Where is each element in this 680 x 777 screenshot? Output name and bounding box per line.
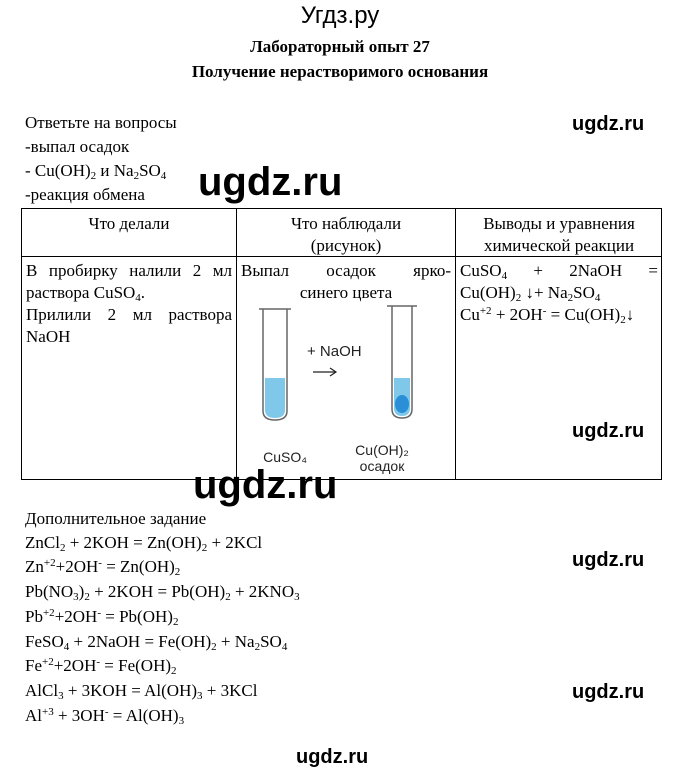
tube1-label: CuSO₄ (263, 449, 307, 465)
extra-reaction-8: $Al^{+3} + 3OH^- = Al(OH)_3$ (25, 706, 185, 727)
test-tube-icon (259, 309, 291, 420)
test-tube-icon (387, 306, 417, 418)
lab-subtitle: Получение нерастворимого основания (191, 62, 489, 81)
header-conclusions: Выводы и уравнения химической реакции (483, 214, 635, 255)
answers-intro: Ответьте на вопросы (25, 113, 177, 132)
header-observed: Что наблюдали (рисунок) (290, 214, 402, 255)
watermark-small: ugdz.ru (296, 746, 369, 768)
extra-reaction-7: AlCl$_3$ + $3KOH = Al(OH)_3 + 3KCl$ (25, 681, 258, 702)
equations-text: CuSO$_4$ + 2NaOH = $Cu(OH)_2$ ↓+ $Na_2SO_4$ $Cu^{+2} + 2OH^-$ = $Cu(OH)_2↓$ (460, 261, 658, 326)
site-title: Угдз.ру (300, 2, 380, 29)
observation-text: Выпал осадок ярко- синего цвета (241, 261, 451, 302)
extra-reaction-3: $Pb(NO_3)_2 + 2KOH = Pb(OH)_2 + 2KNO_3$ (25, 582, 300, 603)
answer-2: - $Cu(OH)_2$ и $Na_2SO_4$ (25, 161, 167, 182)
extra-reaction-1: ZnCl$_2$ + $2KOH = Zn(OH)_2 + 2KCl$ (25, 533, 263, 554)
watermark-small: ugdz.ru (572, 681, 645, 703)
tube2-label: Cu(OH)₂ осадок (355, 442, 409, 474)
svg-text:+ NaOH: + NaOH (307, 343, 362, 360)
extra-reaction-5: FeSO$_4$ + 2NaOH = $Fe(OH)_2 + Na_2SO_4$ (25, 632, 288, 653)
test-tubes-figure (237, 294, 455, 444)
watermark-small: ugdz.ru (572, 113, 645, 135)
experiment-table (21, 208, 662, 480)
answer-1: -выпал осадок (25, 137, 130, 156)
extra-reaction-2: $Zn^{+2}+2OH^- = Zn(OH)_2$ (25, 557, 181, 578)
reaction-arrow-icon (307, 343, 362, 376)
header-what-did: Что делали (88, 214, 170, 233)
procedure-text: В пробирку налили 2 мл раствора CuSO$_4$. Прилили 2 мл раствора NaOH (26, 261, 232, 346)
watermark-big: ugdz.ru (198, 160, 343, 204)
watermark-big: ugdz.ru (193, 463, 338, 507)
extra-reaction-6: $Fe^{+2}+2OH^- = Fe(OH)_2$ (25, 656, 177, 677)
watermark-small: ugdz.ru (572, 549, 645, 571)
watermark-small: ugdz.ru (572, 420, 645, 442)
extra-reaction-4: $Pb^{+2}+2OH^- = Pb(OH)_2$ (25, 607, 179, 628)
answer-3: -реакция обмена (25, 185, 145, 204)
extra-title: Дополнительное задание (25, 509, 207, 528)
lab-title: Лабораторный опыт 27 (250, 37, 430, 56)
